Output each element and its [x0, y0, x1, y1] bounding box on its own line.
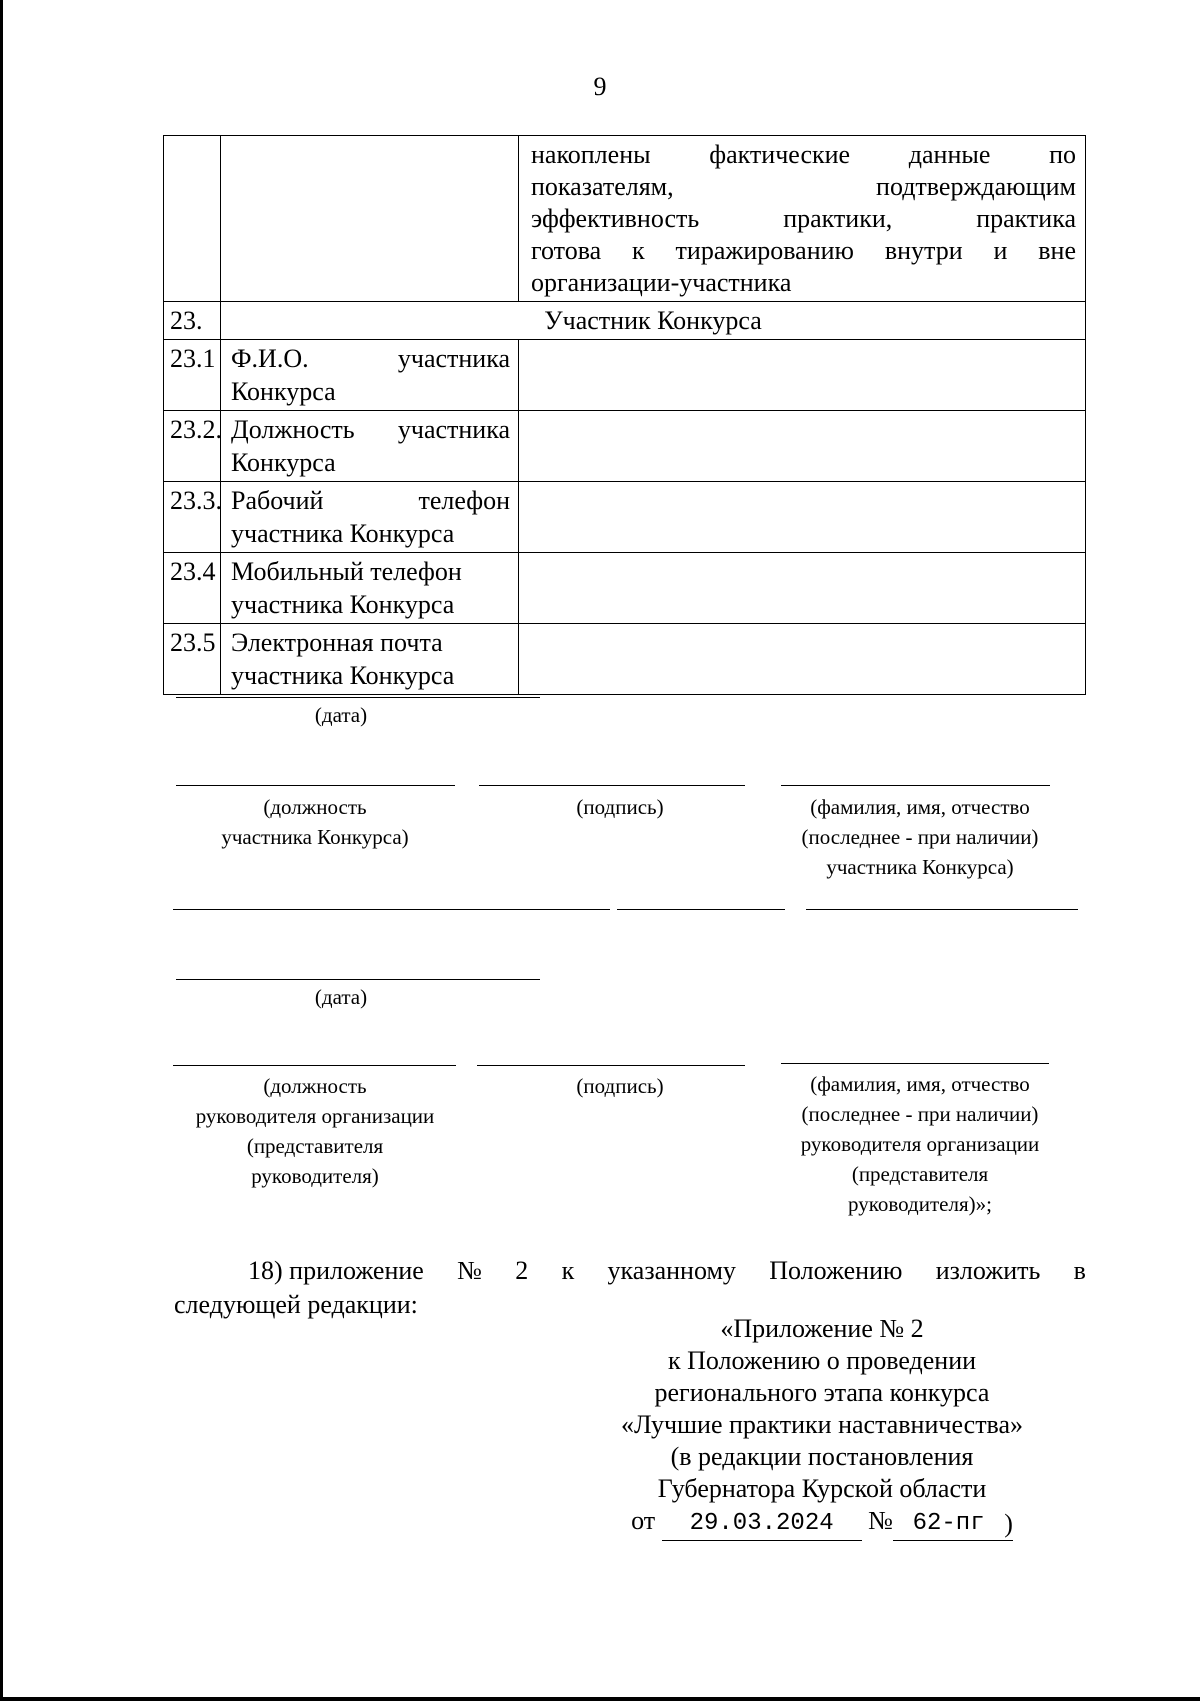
decree-date: 29.03.2024 [662, 1508, 862, 1541]
date-caption: (дата) [314, 703, 368, 727]
paragraph-word: 18) приложение [248, 1256, 424, 1285]
row-value-empty [519, 482, 1086, 553]
closing-paren: ) [1004, 1509, 1013, 1538]
page-left-border [0, 0, 3, 1701]
row-label [221, 482, 519, 553]
empty-cell [164, 136, 221, 302]
row-number: 23.2. [164, 411, 221, 482]
caption-line: участника Конкурса) [826, 855, 1014, 879]
table-row [164, 624, 1086, 695]
appendix-date-line [560, 1505, 1084, 1541]
row-number: 23.5 [164, 624, 221, 695]
decree-number-value: 62-пг [912, 1510, 985, 1537]
page-number: 9 [593, 72, 607, 101]
appendix-line: (в редакции постановления [670, 1442, 974, 1471]
table-row [164, 553, 1086, 624]
paragraph-word: № [457, 1256, 482, 1285]
caption-line: (фамилия, имя, отчество [810, 795, 1030, 819]
appendix-line: «Лучшие практики наставничества» [620, 1410, 1024, 1439]
paragraph-word: к [561, 1256, 575, 1285]
caption-line: (представителя [246, 1134, 384, 1158]
row-label-line: Конкурса [231, 448, 336, 477]
caption-line: (должность [263, 795, 367, 819]
fio-line [781, 1063, 1049, 1064]
participant-table [163, 135, 1086, 695]
row-label-line: Рабочий телефон [231, 486, 510, 515]
row-value-empty [519, 624, 1086, 695]
table-row-continuation [164, 136, 1086, 302]
caption-line: (последнее - при наличии) [801, 1102, 1039, 1126]
participant-position-caption [160, 792, 470, 852]
row-label-line: участника Конкурса [231, 661, 455, 690]
date-caption: (дата) [314, 985, 368, 1009]
head-signature-caption: (подпись) [576, 1074, 664, 1098]
row-number: 23.4 [164, 553, 221, 624]
row-label-line: Мобильный телефон [231, 557, 462, 586]
continuation-cell [519, 136, 1086, 302]
row-label-line: участника Конкурса [231, 519, 455, 548]
table-row [164, 482, 1086, 553]
paragraph-word: в [1073, 1256, 1086, 1285]
caption-line: руководителя организации [800, 1132, 1040, 1156]
row-value-empty [519, 411, 1086, 482]
position-line [173, 1065, 456, 1066]
participant-signature-caption: (подпись) [576, 795, 664, 819]
empty-cell [221, 136, 519, 302]
continuation-line: организации-участника [531, 268, 792, 297]
paragraph-word: изложить [935, 1256, 1041, 1285]
row-label-line: Электронная почта [231, 628, 443, 657]
table-row [164, 411, 1086, 482]
section-number: 23. [164, 302, 221, 340]
paragraph-word: указанному [607, 1256, 736, 1285]
separator-line [617, 909, 785, 910]
page-bottom-border [0, 1697, 1200, 1701]
from-label: от [631, 1506, 656, 1535]
caption-line: (должность [263, 1074, 367, 1098]
row-label [221, 553, 519, 624]
paragraph-word: Положению [769, 1256, 903, 1285]
continuation-line: эффективность практики, практика [531, 204, 1076, 233]
caption-line: руководителя) [251, 1164, 379, 1188]
separator-line [806, 909, 1078, 910]
row-label [221, 340, 519, 411]
date-line [176, 979, 540, 980]
caption-line: (представителя [851, 1162, 989, 1186]
fio-line [781, 785, 1050, 786]
appendix-line: «Приложение № 2 [720, 1314, 924, 1343]
table-row-section [164, 302, 1086, 340]
row-label-line: Должность участника [231, 415, 510, 444]
continuation-line: накоплены фактические данные по [531, 140, 1076, 169]
head-fio-caption [770, 1069, 1070, 1219]
signature-line [479, 785, 745, 786]
participant-fio-caption [770, 792, 1070, 882]
row-value-empty [519, 553, 1086, 624]
row-number: 23.1 [164, 340, 221, 411]
signature-line [477, 1065, 745, 1066]
row-label-line: Конкурса [231, 377, 336, 406]
caption-line: (фамилия, имя, отчество [810, 1072, 1030, 1096]
caption-line: участника Конкурса) [221, 825, 409, 849]
section-title: Участник Конкурса [221, 302, 1086, 340]
appendix-header [560, 1313, 1084, 1541]
number-label: № [868, 1506, 893, 1535]
paragraph-word: 2 [515, 1256, 529, 1285]
caption-line: (последнее - при наличии) [801, 825, 1039, 849]
position-line [176, 785, 455, 786]
row-label-line: участника Конкурса [231, 590, 455, 619]
caption-line: руководителя)»; [848, 1192, 992, 1216]
paragraph-18 [248, 1254, 1086, 1288]
row-number: 23.3. [164, 482, 221, 553]
row-value-empty [519, 340, 1086, 411]
table-row [164, 340, 1086, 411]
paragraph-line [248, 1254, 1086, 1288]
decree-number [893, 1508, 1013, 1541]
separator-line [173, 909, 610, 910]
continuation-line: показателям, подтверждающим [531, 172, 1076, 201]
caption-line: руководителя организации [195, 1104, 435, 1128]
row-label [221, 624, 519, 695]
row-label [221, 411, 519, 482]
paragraph-line-2: следующей редакции: [174, 1290, 418, 1319]
appendix-line: регионального этапа конкурса [654, 1378, 990, 1407]
date-line [176, 697, 540, 698]
appendix-line: Губернатора Курской области [657, 1474, 987, 1503]
row-label-line: Ф.И.О. участника [231, 344, 510, 373]
continuation-line: готова к тиражированию внутри и вне [531, 236, 1076, 265]
head-position-caption [160, 1071, 470, 1191]
appendix-line: к Положению о проведении [667, 1346, 977, 1375]
